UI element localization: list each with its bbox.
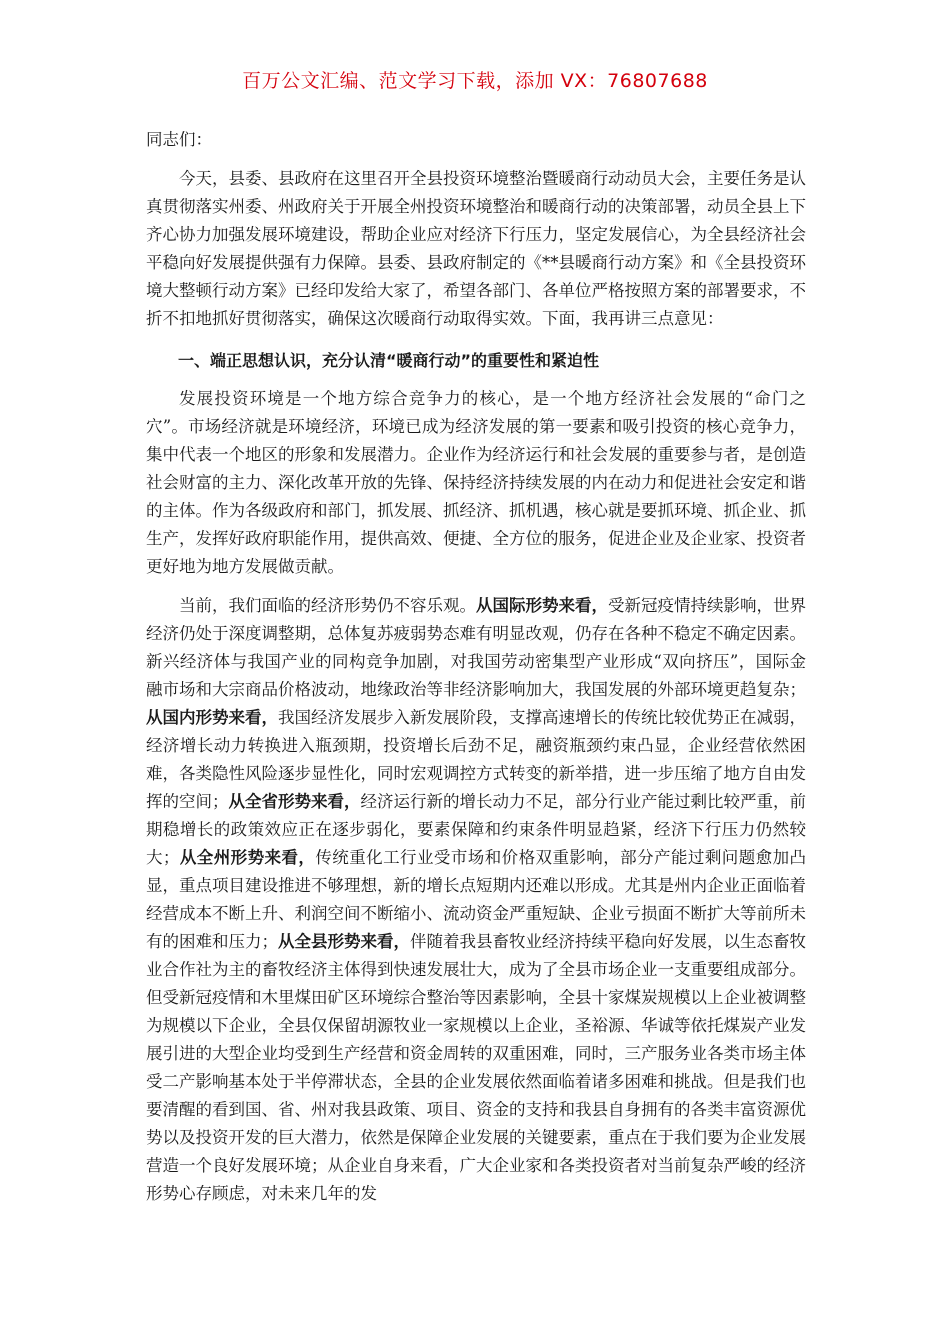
- bold-phrase-prefecture: 从全州形势来看，: [179, 848, 316, 867]
- paragraph-situation: [146, 592, 806, 1208]
- text-run: 当前，我们面临的经济形势仍不容乐观。: [179, 596, 476, 615]
- paragraph-environment: 发展投资环境是一个地方综合竞争力的核心，是一个地方经济社会发展的“命门之穴”。市场经济就是环境经济，环境已成为经济发展的第一要素和吸引投资的核心竞争力，集中代表一个地区的形象和发展潜力。企业作为经济运行和社会发展的重要参与者，是创造社会财富的主力、深化改革开放的先锋、保持经济持续发展的内在动力和促进社会安定和谐的主体。作为各级政府和部门，抓发展、抓经济、抓机遇，核心就是要抓环境、抓企业、抓生产，发挥好政府职能作用，提供高效、便捷、全方位的服务，促进企业及企业家、投资者更好地为地方发展做贡献。: [146, 389, 806, 576]
- bold-phrase-county: 从全县形势来看，: [278, 932, 410, 951]
- header-watermark: 百万公文汇编、范文学习下载，添加 VX：76807688: [242, 70, 708, 92]
- bold-phrase-international: 从国际形势来看，: [476, 596, 608, 615]
- text-run: 伴随着我县畜牧业经济持续平稳向好发展，以生态畜牧业合作社为主的畜牧经济主体得到快速发展壮大，成为了全县市场企业一支重要组成部分。但受新冠疫情和木里煤田矿区环境综合整治等因素影响，全县十家煤炭规模以上企业被调整为规模以下企业，全县仅保留胡源牧业一家规模以上企业，圣裕源、华诚等依托煤炭产业发展引进的大型企业均受到生产经营和资金周转的双重困难，同时，三产服务业各类市场主体受二产影响基本处于半停滞状态，全县的企业发展依然面临着诸多困难和挑战。但是我们也要清醒的看到国、省、州对我县政策、项目、资金的支持和我县自身拥有的各类丰富资源优势以及投资开发的巨大潜力，依然是保障企业发展的关键要素，重点在于我们要为企业发展营造一个良好发展环境；从企业自身来看，广大企业家和各类投资者对当前复杂严峻的经济形势心存顾虑，对未来几年的发: [146, 932, 806, 1203]
- greeting: 同志们：: [146, 130, 212, 149]
- text-run: 传统重化工行业受市场和价格双重影响，部分产能过剩问题愈加凸显，重点项目建设推进不够理想，新的增长点短期内还难以形成。尤其是州内企业正面临着经营成本不断上升、利润空间不断缩小、流动资金严重短缺、企业亏损面不断扩大等前所未有的困难和压力；: [146, 848, 807, 951]
- text-run: 受新冠疫情持续影响，世界经济仍处于深度调整期，总体复苏疲弱势态难有明显改观，仍存在各种不稳定不确定因素。新兴经济体与我国产业的同构竞争加剧，对我国劳动密集型产业形成“双向挤压”，国际金融市场和大宗商品价格波动，地缘政治等非经济影响加大，我国发展的外部环境更趋复杂；: [146, 596, 806, 699]
- text-run: 经济运行新的增长动力不足，部分行业产能过剩比较严重，前期稳增长的政策效应正在逐步弱化，要素保障和约束条件明显趋紧，经济下行压力仍然较大；: [146, 792, 806, 867]
- text-run: 我国经济发展步入新发展阶段，支撑高速增长的传统比较优势正在减弱，经济增长动力转换进入瓶颈期，投资增长后劲不足，融资瓶颈约束凸显，企业经营依然困难，各类隐性风险逐步显性化，同时宏观调控方式转变的新举措，进一步压缩了地方自由发挥的空间；: [146, 708, 806, 811]
- section-heading-1: 一、端正思想认识，充分认清“暖商行动”的重要性和紧迫性: [178, 351, 600, 370]
- paragraph-intro: 今天，县委、县政府在这里召开全县投资环境整治暨暖商行动动员大会，主要任务是认真贯彻落实州委、州政府关于开展全州投资环境整治和暖商行动的决策部署，动员全县上下齐心协力加强发展环境建设，帮助企业应对经济下行压力，坚定发展信心，为全县经济社会平稳向好发展提供强有力保障。县委、县政府制定的《**县暖商行动方案》和《全县投资环境大整顿行动方案》已经印发给大家了，希望各部门、各单位严格按照方案的部署要求，不折不扣地抓好贯彻落实，确保这次暖商行动取得实效。下面，我再讲三点意见：: [146, 169, 806, 328]
- bold-phrase-province: 从全省形势来看，: [228, 792, 361, 811]
- bold-phrase-domestic: 从国内形势来看，: [146, 708, 278, 727]
